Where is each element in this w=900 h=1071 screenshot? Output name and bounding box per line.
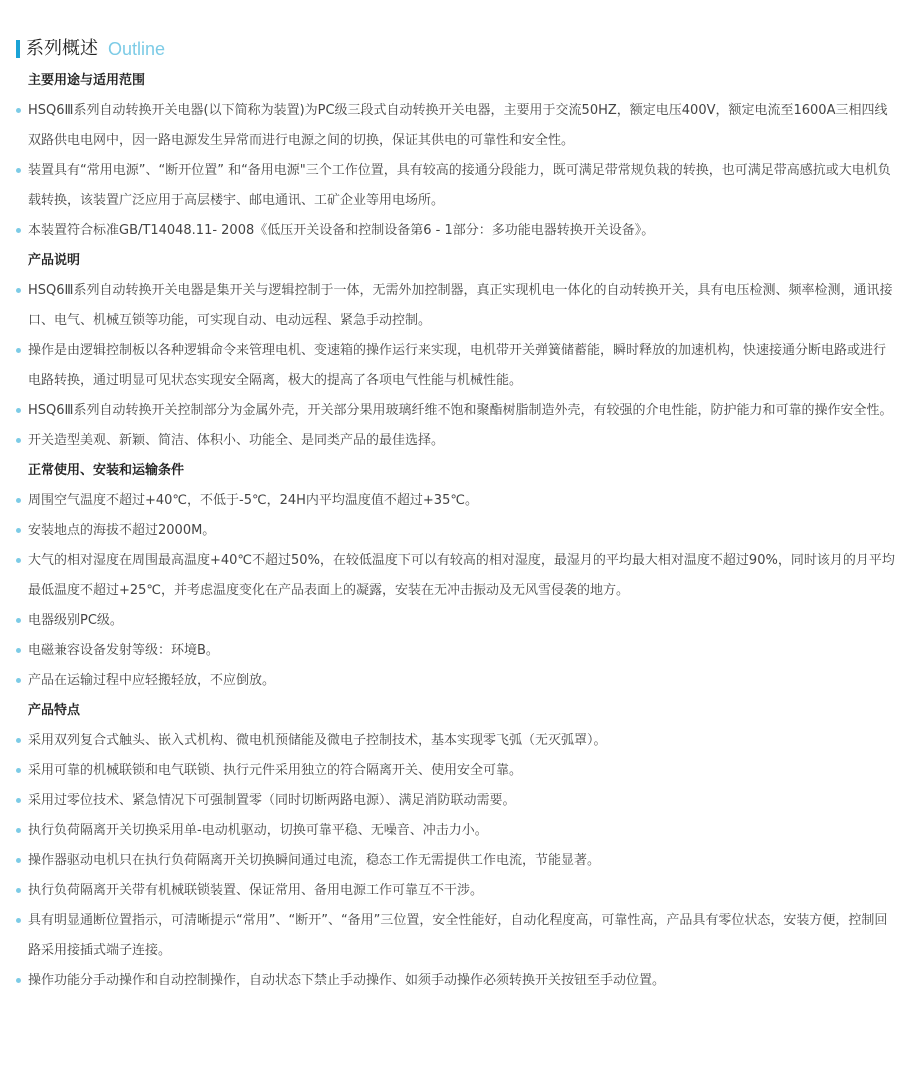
bullet-dot-icon — [16, 888, 21, 893]
section-title: 产品特点 — [28, 703, 81, 718]
list-item-text: 安装地点的海拔不超过2000M。 — [28, 523, 216, 538]
list-item — [0, 336, 900, 396]
bullet-dot-icon — [16, 648, 21, 653]
list-item — [0, 216, 900, 246]
list-item — [0, 666, 900, 696]
list-item — [0, 516, 900, 546]
list-item — [0, 276, 900, 336]
section-title: 正常使用、安装和运输条件 — [28, 463, 185, 478]
page-title: 系列概述 — [26, 38, 98, 59]
list-item — [0, 486, 900, 516]
bullet-dot-icon — [16, 978, 21, 983]
list-item-text: 具有明显通断位置指示，可清晰提示“常用”、“断开”、“备用”三位置，安全性能好，自动化程度高，可靠性高，产品具有零位状态，安装方便，控制回路采用接插式端子连接。 — [28, 913, 888, 958]
bullet-dot-icon — [16, 288, 21, 293]
list-item-text: 操作功能分手动操作和自动控制操作，自动状态下禁止手动操作、如须手动操作必须转换开关按钮至手动位置。 — [28, 973, 666, 988]
list-item — [0, 906, 900, 966]
section-header — [16, 38, 165, 60]
bullet-dot-icon — [16, 168, 21, 173]
list-item-text: 执行负荷隔离开关切换采用单-电动机驱动，切换可靠平稳、无噪音、冲击力小。 — [28, 823, 488, 838]
bullet-dot-icon — [16, 108, 21, 113]
list-item-text: 采用双列复合式触头、嵌入式机构、微电机预储能及微电子控制技术，基本实现零飞弧（无灭弧罩）。 — [28, 733, 607, 748]
bullet-dot-icon — [16, 528, 21, 533]
list-item-text: 产品在运输过程中应轻搬轻放，不应倒放。 — [28, 673, 276, 688]
content — [0, 66, 900, 996]
bullet-dot-icon — [16, 798, 21, 803]
list-item — [0, 816, 900, 846]
list-item-text: HSQ6Ⅲ系列自动转换开关电器(以下简称为装置)为PC级三段式自动转换开关电器，主要用于交流50HZ，额定电压400V，额定电流至1600A三相四线双路供电电网中，因一路电源发生异常而进行电源之间的切换，保证其供电的可靠性和安全性。 — [28, 103, 888, 148]
list-item — [0, 726, 900, 756]
section-title: 产品说明 — [28, 253, 81, 268]
bullet-dot-icon — [16, 498, 21, 503]
list-item-text: 装置具有“常用电源”、“断开位置” 和“备用电源"三个工作位置，具有较高的接通分段能力，既可满足带常规负栽的转换，也可满足带高感抗或大电机负载转换，该装置广泛应用于高层楼宇、邮电通讯、工矿企业等用电场所。 — [28, 163, 891, 208]
list-item — [0, 846, 900, 876]
bullet-dot-icon — [16, 438, 21, 443]
list-item — [0, 636, 900, 666]
list-item-text: 电器级别PC级。 — [28, 613, 123, 628]
list-item-text: 周围空气温度不超过+40℃，不低于-5℃，24H内平均温度值不超过+35℃。 — [28, 493, 478, 508]
bullet-dot-icon — [16, 618, 21, 623]
bullet-dot-icon — [16, 228, 21, 233]
list-item — [0, 876, 900, 906]
list-item-text: 采用可靠的机械联锁和电气联锁、执行元件采用独立的符合隔离开关、使用安全可靠。 — [28, 763, 523, 778]
list-item-text: 操作器驱动电机只在执行负荷隔离开关切换瞬间通过电流，稳态工作无需提供工作电流，节能显著。 — [28, 853, 601, 868]
list-item-text: 大气的相对湿度在周围最高温度+40℃不超过50%，在较低温度下可以有较高的相对湿度，最湿月的平均最大相对温度不超过90%，同时该月的月平均最低温度不超过+25℃，并考虑温度变化在产品表面上的凝露，安装在无冲击振动及无风雪侵袭的地方。 — [28, 553, 895, 598]
list-item-text: 电磁兼容设备发射等级：环境B。 — [28, 643, 219, 658]
list-item — [0, 156, 900, 216]
list-item — [0, 546, 900, 606]
bullet-dot-icon — [16, 738, 21, 743]
list-item — [0, 426, 900, 456]
bullet-dot-icon — [16, 918, 21, 923]
bullet-dot-icon — [16, 678, 21, 683]
list-item — [0, 96, 900, 156]
section-title: 主要用途与适用范围 — [28, 73, 146, 88]
page-subtitle: Outline — [108, 39, 166, 59]
list-item — [0, 966, 900, 996]
list-item-text: HSQ6Ⅲ系列自动转换开关电器是集开关与逻辑控制于一体，无需外加控制器，真正实现机电一体化的自动转换开关，具有电压检测、频率检测，通讯接口、电气、机械互锁等功能，可实现自动、电动远程、紧急手动控制。 — [28, 283, 893, 328]
list-item — [0, 786, 900, 816]
list-item-text: 执行负荷隔离开关带有机械联锁装置、保证常用、备用电源工作可靠互不干涉。 — [28, 883, 484, 898]
list-item-text: 开关造型美观、新颖、简洁、体积小、功能全、是同类产品的最佳选择。 — [28, 433, 445, 448]
list-item — [0, 756, 900, 786]
bullet-dot-icon — [16, 408, 21, 413]
list-item-text: 采用过零位技术、紧急情况下可强制置零（同时切断两路电源）、满足消防联动需要。 — [28, 793, 516, 808]
bullet-dot-icon — [16, 858, 21, 863]
list-item — [0, 606, 900, 636]
list-item — [0, 396, 900, 426]
list-item-text: 操作是由逻辑控制板以各种逻辑命令来管理电机、变速箱的操作运行来实现，电机带开关弹簧储蓄能，瞬时释放的加速机构，快速接通分断电路或进行电路转换，通过明显可见状态实现安全隔离，极大的提高了各项电气性能与机械性能。 — [28, 343, 887, 388]
bullet-dot-icon — [16, 558, 21, 563]
bullet-dot-icon — [16, 768, 21, 773]
list-item-text: HSQ6Ⅲ系列自动转换开关控制部分为金属外壳，开关部分果用玻璃纤维不饱和聚酯树脂制造外壳，有较强的介电性能，防护能力和可靠的操作安全性。 — [28, 403, 893, 418]
list-item-text: 本装置符合标准GB/T14048.11- 2008《低压开关设备和控制设备第6 - 1部分：多功能电器转换开关设备》。 — [28, 223, 655, 238]
bullet-dot-icon — [16, 828, 21, 833]
bullet-dot-icon — [16, 348, 21, 353]
header-accent-bar — [16, 40, 20, 58]
